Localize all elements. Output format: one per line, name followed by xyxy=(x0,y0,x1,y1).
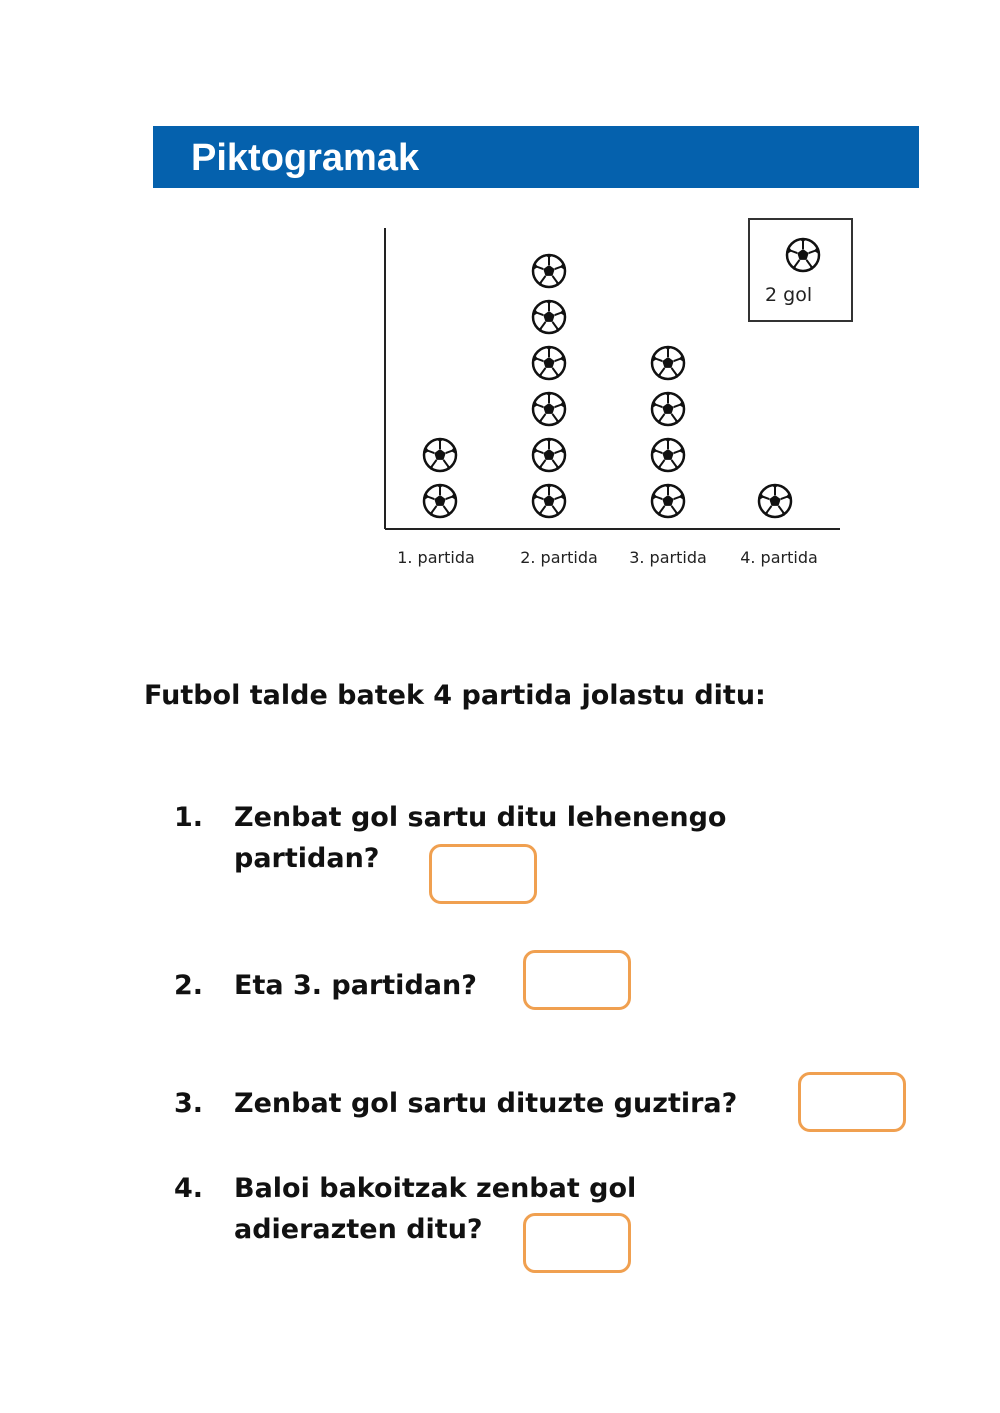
soccer-ball-icon xyxy=(424,485,456,517)
soccer-ball-icon xyxy=(533,347,565,379)
answer-input-2[interactable] xyxy=(523,950,631,1010)
soccer-ball-icon xyxy=(652,393,684,425)
soccer-ball-icon xyxy=(533,301,565,333)
x-tick-label: 4. partida xyxy=(740,548,818,567)
x-tick-label: 1. partida xyxy=(397,548,475,567)
legend-label: 2 gol xyxy=(765,284,813,306)
question-number: 3. xyxy=(174,1088,204,1119)
soccer-ball-icon xyxy=(533,485,565,517)
question-number: 4. xyxy=(174,1173,204,1204)
question-text-line-1: Zenbat gol sartu dituzte guztira? xyxy=(234,1088,738,1119)
question-number: 1. xyxy=(174,802,204,833)
soccer-ball-icon xyxy=(533,439,565,471)
answer-input-4[interactable] xyxy=(523,1213,631,1273)
page-title: Piktogramak xyxy=(191,137,420,179)
soccer-ball-icon xyxy=(533,255,565,287)
question-text-line-1: Baloi bakoitzak zenbat gol xyxy=(234,1173,637,1204)
question-text-line-2: adierazten ditu? xyxy=(234,1214,483,1245)
soccer-ball-icon xyxy=(652,439,684,471)
soccer-ball-icon xyxy=(424,439,456,471)
x-tick-label: 3. partida xyxy=(629,548,707,567)
question-number: 2. xyxy=(174,970,204,1001)
question-text-line-2: partidan? xyxy=(234,843,380,874)
pictogram-chart xyxy=(0,0,1000,600)
soccer-ball-icon xyxy=(533,393,565,425)
question-text-line-1: Zenbat gol sartu ditu lehenengo xyxy=(234,802,727,833)
answer-input-3[interactable] xyxy=(798,1072,906,1132)
intro-text: Futbol talde batek 4 partida jolastu ditu: xyxy=(144,680,766,711)
legend-soccer-ball-icon xyxy=(787,239,819,271)
answer-input-1[interactable] xyxy=(429,844,537,904)
soccer-ball-icon xyxy=(652,485,684,517)
question-text-line-1: Eta 3. partidan? xyxy=(234,970,477,1001)
x-tick-label: 2. partida xyxy=(520,548,598,567)
soccer-ball-icon xyxy=(652,347,684,379)
soccer-ball-icon xyxy=(759,485,791,517)
